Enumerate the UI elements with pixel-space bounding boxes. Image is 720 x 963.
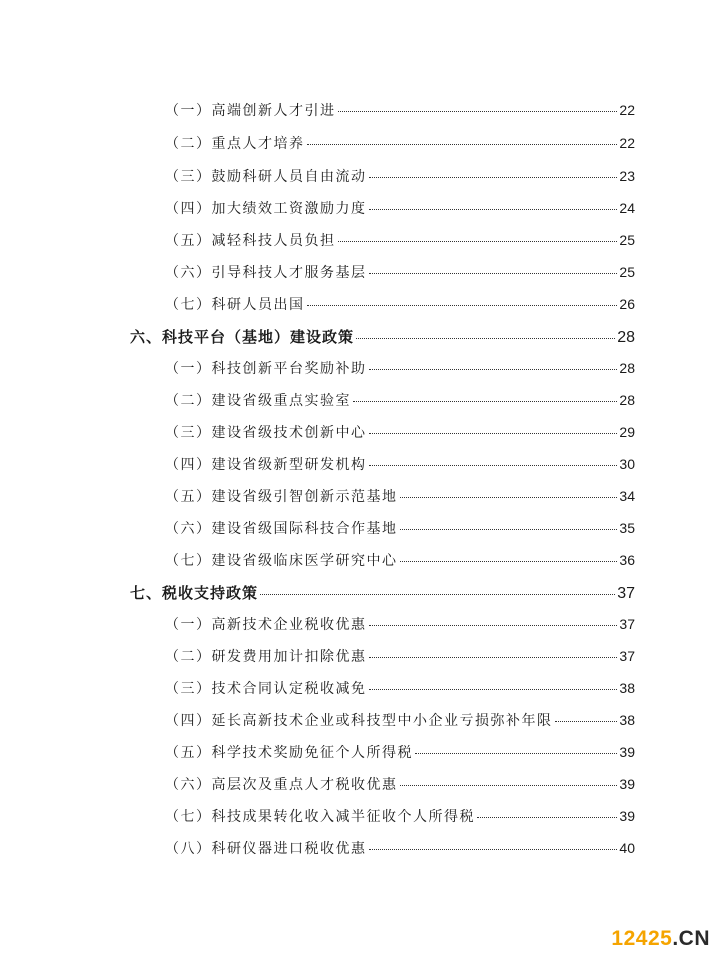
toc-section-heading[interactable] bbox=[130, 326, 635, 347]
toc-entry-label: （七）建设省级临床医学研究中心 bbox=[165, 553, 398, 569]
toc-entry-page: 35 bbox=[619, 520, 635, 536]
toc-entry[interactable] bbox=[165, 230, 635, 250]
toc-entry-page: 39 bbox=[619, 808, 635, 824]
toc-section-page: 37 bbox=[617, 585, 635, 602]
watermark-number: 12425 bbox=[611, 927, 673, 950]
toc-entry-page: 25 bbox=[619, 232, 635, 248]
toc-entry[interactable] bbox=[165, 198, 635, 218]
toc-entry-page: 36 bbox=[619, 552, 635, 568]
toc-entry-label: （三）鼓励科研人员自由流动 bbox=[165, 169, 367, 185]
toc-entry[interactable] bbox=[165, 518, 635, 538]
toc-entry-page: 26 bbox=[619, 296, 635, 312]
toc-entry-page: 24 bbox=[619, 200, 635, 216]
toc-entry[interactable] bbox=[165, 262, 635, 282]
toc-entry-page: 34 bbox=[619, 488, 635, 504]
toc-entry-label: （三）建设省级技术创新中心 bbox=[165, 425, 367, 441]
dot-leader bbox=[400, 785, 618, 786]
dot-leader bbox=[400, 497, 618, 498]
toc-entry-label: （六）引导科技人才服务基层 bbox=[165, 265, 367, 281]
toc-entry[interactable] bbox=[165, 100, 635, 120]
toc-section-label: 七、税收支持政策 bbox=[130, 584, 259, 602]
toc-entry[interactable] bbox=[165, 486, 635, 506]
dot-leader bbox=[369, 177, 618, 178]
toc-entry-page: 22 bbox=[619, 102, 635, 118]
toc-section-heading[interactable] bbox=[130, 582, 635, 603]
toc-entry[interactable] bbox=[165, 294, 635, 314]
toc-entry-label: （四）延长高新技术企业或科技型中小企业亏损弥补年限 bbox=[165, 713, 553, 729]
toc-entry[interactable] bbox=[165, 422, 635, 442]
toc-entry-page: 40 bbox=[619, 840, 635, 856]
toc-entry-label: （五）建设省级引智创新示范基地 bbox=[165, 489, 398, 505]
toc-section-label: 六、科技平台（基地）建设政策 bbox=[130, 328, 355, 346]
toc-entry-label: （一）科技创新平台奖励补助 bbox=[165, 361, 367, 377]
toc-entry[interactable] bbox=[165, 454, 635, 474]
toc-entry[interactable] bbox=[165, 710, 635, 730]
dot-leader bbox=[369, 657, 618, 658]
toc-entry-label: （八）科研仪器进口税收优惠 bbox=[165, 841, 367, 857]
toc-entry[interactable] bbox=[165, 646, 635, 666]
dot-leader bbox=[369, 465, 618, 466]
dot-leader bbox=[338, 111, 618, 112]
dot-leader bbox=[369, 209, 618, 210]
toc-entry-label: （五）减轻科技人员负担 bbox=[165, 233, 336, 249]
dot-leader bbox=[369, 369, 618, 370]
toc-entry-label: （七）科研人员出国 bbox=[165, 297, 305, 313]
toc-entry-label: （二）建设省级重点实验室 bbox=[165, 393, 351, 409]
dot-leader bbox=[369, 849, 618, 850]
toc-entry[interactable] bbox=[165, 390, 635, 410]
toc-section-page: 28 bbox=[617, 329, 635, 346]
toc-entry-label: （七）科技成果转化收入减半征收个人所得税 bbox=[165, 809, 475, 825]
toc-entry[interactable] bbox=[165, 678, 635, 698]
toc-entry-page: 28 bbox=[619, 360, 635, 376]
toc-entry[interactable] bbox=[165, 838, 635, 858]
dot-leader bbox=[555, 721, 618, 722]
toc-entry-page: 39 bbox=[619, 776, 635, 792]
dot-leader bbox=[415, 753, 617, 754]
toc-entry[interactable] bbox=[165, 133, 635, 153]
dot-leader bbox=[307, 305, 618, 306]
dot-leader bbox=[356, 338, 615, 339]
toc-entry[interactable] bbox=[165, 806, 635, 826]
toc-entry-page: 37 bbox=[619, 648, 635, 664]
toc-entry-label: （六）建设省级国际科技合作基地 bbox=[165, 521, 398, 537]
toc-entry[interactable] bbox=[165, 742, 635, 762]
toc-entry-page: 29 bbox=[619, 424, 635, 440]
toc-entry[interactable] bbox=[165, 550, 635, 570]
toc-entry-page: 30 bbox=[619, 456, 635, 472]
watermark-domain: .CN bbox=[672, 927, 710, 950]
toc-entry[interactable] bbox=[165, 166, 635, 186]
toc-entry-page: 38 bbox=[619, 680, 635, 696]
toc-entry[interactable] bbox=[165, 358, 635, 378]
toc-entry-label: （三）技术合同认定税收减免 bbox=[165, 681, 367, 697]
toc-entry-label: （一）高新技术企业税收优惠 bbox=[165, 617, 367, 633]
toc-entry-page: 22 bbox=[619, 135, 635, 151]
dot-leader bbox=[369, 625, 618, 626]
toc-entry-label: （六）高层次及重点人才税收优惠 bbox=[165, 777, 398, 793]
dot-leader bbox=[369, 433, 618, 434]
toc-entry[interactable] bbox=[165, 614, 635, 634]
toc-entry-label: （二）研发费用加计扣除优惠 bbox=[165, 649, 367, 665]
dot-leader bbox=[400, 561, 618, 562]
toc-entry-page: 37 bbox=[619, 616, 635, 632]
dot-leader bbox=[369, 689, 618, 690]
dot-leader bbox=[353, 401, 617, 402]
dot-leader bbox=[338, 241, 618, 242]
toc-entry-label: （五）科学技术奖励免征个人所得税 bbox=[165, 745, 413, 761]
toc-entry-page: 25 bbox=[619, 264, 635, 280]
toc-entry-label: （一）高端创新人才引进 bbox=[165, 103, 336, 119]
dot-leader bbox=[477, 817, 617, 818]
toc-entry-label: （二）重点人才培养 bbox=[165, 136, 305, 152]
toc-entry-page: 38 bbox=[619, 712, 635, 728]
dot-leader bbox=[307, 144, 618, 145]
toc-entry-label: （四）建设省级新型研发机构 bbox=[165, 457, 367, 473]
toc-entry-label: （四）加大绩效工资激励力度 bbox=[165, 201, 367, 217]
dot-leader bbox=[400, 529, 618, 530]
dot-leader bbox=[260, 594, 615, 595]
toc-entry-page: 23 bbox=[619, 168, 635, 184]
dot-leader bbox=[369, 273, 618, 274]
toc-entry-page: 39 bbox=[619, 744, 635, 760]
toc-entry-page: 28 bbox=[619, 392, 635, 408]
toc-entry[interactable] bbox=[165, 774, 635, 794]
site-watermark bbox=[611, 927, 710, 951]
